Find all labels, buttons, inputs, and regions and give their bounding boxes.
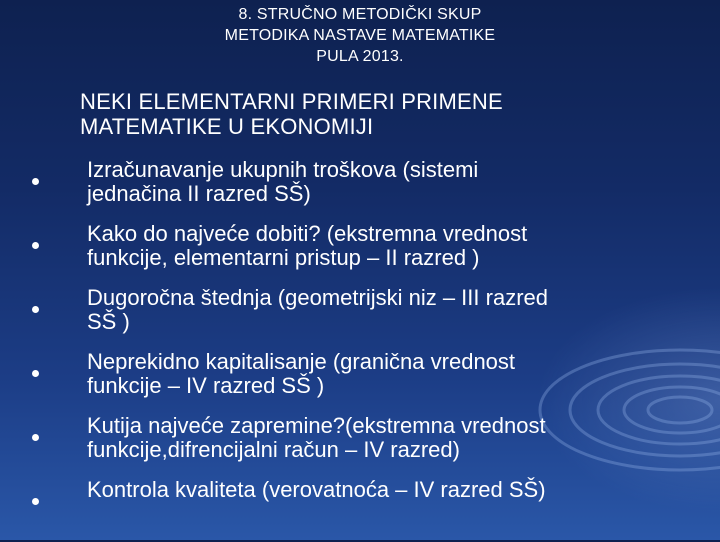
list-item (0, 286, 720, 350)
list-item-line-2: jednačina II razred SŠ) (87, 181, 311, 206)
conference-header (0, 4, 720, 67)
list-item (0, 478, 720, 542)
list-item-line-1: Kontrola kvaliteta (verovatnoća – IV razred SŠ) (87, 477, 546, 502)
bullet-dot-icon (32, 306, 39, 313)
list-item-text (87, 222, 707, 270)
list-item-line-1: Izračunavanje ukupnih troškova (sistemi (87, 157, 479, 182)
slide-title (80, 89, 700, 139)
header-line-1: 8. STRUČNO METODIČKI SKUP (238, 6, 482, 23)
list-item-line-1: Dugoročna štednja (geometrijski niz – III razred (87, 285, 548, 310)
header-line-2: METODIKA NASTAVE MATEMATIKE (224, 27, 496, 44)
bullet-list (0, 158, 720, 542)
bullet-dot-icon (32, 370, 39, 377)
list-item-text (87, 350, 707, 398)
list-item (0, 158, 720, 222)
bullet-dot-icon (32, 498, 39, 505)
list-item-line-1: Neprekidno kapitalisanje (granična vrednost (87, 349, 516, 374)
list-item-text (87, 286, 707, 334)
slide-title-line-1: NEKI ELEMENTARNI PRIMERI PRIMENE (80, 89, 503, 114)
bullet-dot-icon (32, 242, 39, 249)
bullet-dot-icon (32, 178, 39, 185)
list-item-line-1: Kutija najveće zapremine?(ekstremna vrednost (87, 413, 546, 438)
list-item (0, 414, 720, 478)
slide-title-line-2: MATEMATIKE U EKONOMIJI (80, 114, 374, 139)
list-item (0, 350, 720, 414)
list-item-line-2: funkcije, elementarni pristup – II razred ) (87, 245, 480, 270)
list-item-text (87, 414, 707, 462)
list-item-line-2: SŠ ) (87, 309, 130, 334)
list-item-line-1: Kako do najveće dobiti? (ekstremna vrednost (87, 221, 528, 246)
list-item-text (87, 478, 707, 502)
list-item-line-2: funkcije – IV razred SŠ ) (87, 373, 325, 398)
list-item (0, 222, 720, 286)
list-item-text (87, 158, 707, 206)
bullet-dot-icon (32, 434, 39, 441)
header-line-3: PULA 2013. (316, 48, 404, 65)
list-item-line-2: funkcije,difrencijalni račun – IV razred) (87, 437, 460, 462)
